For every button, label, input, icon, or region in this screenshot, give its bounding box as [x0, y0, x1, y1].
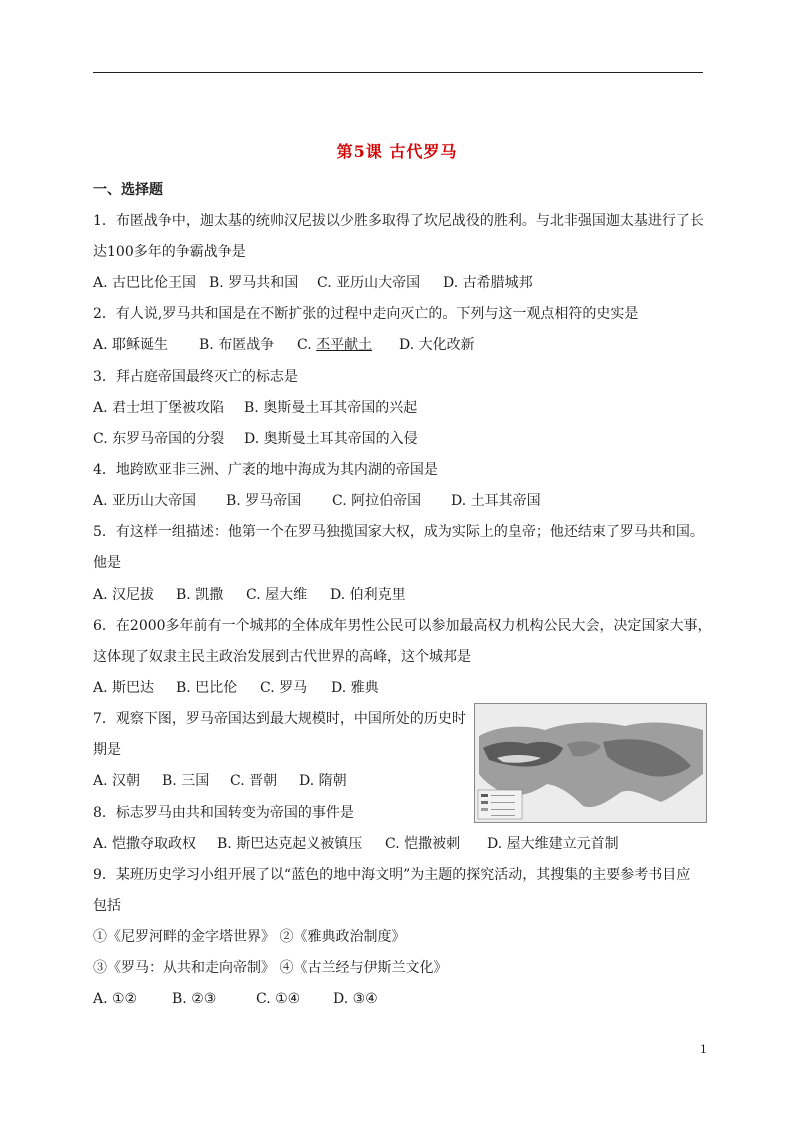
- q9-option-a: A. ①②: [93, 991, 138, 1007]
- q4-options: [93, 491, 541, 511]
- q4-option-a: A. 亚历山大帝国: [93, 493, 197, 509]
- q4-stem: 4．地跨欧亚非三洲、广袤的地中海成为其内湖的帝国是: [93, 462, 438, 478]
- q1-stem-line1: 1．布匿战争中，迦太基的统帅汉尼拔以少胜多取得了坎尼战役的胜利。与北非强国迦太基进行了长: [93, 213, 704, 229]
- map-legend-swatch-3: [481, 808, 488, 811]
- q9-stem-line2: 包括: [93, 898, 121, 914]
- roman-empire-map-figure: [474, 703, 707, 823]
- q8-option-d: D. 屋大维建立元首制: [487, 836, 619, 852]
- q8-option-c: C. 恺撒被刺: [385, 836, 461, 852]
- q8-options: [93, 834, 619, 854]
- q5-stem-line1: 5．有这样一组描述：他第一个在罗马独揽国家大权，成为实际上的皇帝；他还结束了罗马共和国。: [93, 524, 704, 540]
- q1-option-b: B. 罗马共和国: [209, 275, 299, 291]
- q6-options: [93, 678, 379, 698]
- q9-option-d: D. ③④: [333, 991, 378, 1007]
- q6-option-c: C. 罗马: [260, 680, 308, 696]
- q7-option-b: B. 三国: [162, 773, 210, 789]
- map-illustration: [475, 704, 706, 822]
- q9-stem-line1: 9．某班历史学习小组开展了以“蓝色的地中海文明”为主题的探究活动，其搜集的主要参考书目应: [93, 867, 691, 883]
- q9-books-line2: ③《罗马：从共和走向帝制》 ④《古兰经与伊斯兰文化》: [93, 960, 448, 976]
- q8-option-a: A. 恺撒夺取政权: [93, 836, 197, 852]
- q3-option-b: B. 奥斯曼土耳其帝国的兴起: [244, 400, 418, 416]
- q3-stem: 3．拜占庭帝国最终灭亡的标志是: [93, 369, 298, 385]
- q1-option-c: C. 亚历山大帝国: [317, 275, 421, 291]
- q6-option-d: D. 雅典: [331, 680, 379, 696]
- q3-options-row1: [93, 398, 417, 418]
- q9-option-c: C. ①④: [256, 991, 301, 1007]
- q5-option-d: D. 伯利克里: [330, 587, 406, 603]
- q1-options: [93, 273, 533, 293]
- q5-option-c: C. 屋大维: [246, 587, 308, 603]
- q3-option-c: C. 东罗马帝国的分裂: [93, 431, 225, 447]
- q5-stem-line2: 他是: [93, 555, 121, 571]
- q2-option-c-prefix: C.: [297, 337, 317, 353]
- q6-stem-line1: 6．在2000多年前有一个城邦的全体成年男性公民可以参加最高权力机构公民大会，决定国家大事，: [93, 618, 712, 634]
- section-heading: 一、选择题: [93, 182, 163, 198]
- q2-option-c-text: 丕平献土: [316, 337, 373, 353]
- q1-option-a: A. 古巴比伦王国: [93, 275, 197, 291]
- q2-option-a: A. 耶稣诞生: [93, 337, 169, 353]
- header-rule: [93, 72, 703, 73]
- q2-stem: 2．有人说,罗马共和国是在不断扩张的过程中走向灭亡的。下列与这一观点相符的史实是: [93, 306, 639, 322]
- map-legend-swatch-2: [481, 801, 488, 804]
- q7-option-a: A. 汉朝: [93, 773, 141, 789]
- q3-options-row2: [93, 429, 418, 449]
- q3-option-d: D. 奥斯曼土耳其帝国的入侵: [244, 431, 418, 447]
- q5-option-b: B. 凯撒: [176, 587, 224, 603]
- q4-option-c: C. 阿拉伯帝国: [332, 493, 422, 509]
- q4-option-d: D. 土耳其帝国: [451, 493, 541, 509]
- q1-option-d: D. 古希腊城邦: [443, 275, 533, 291]
- q7-options: [93, 771, 347, 791]
- q6-option-a: A. 斯巴达: [93, 680, 155, 696]
- q9-options: [93, 989, 378, 1009]
- q5-options: [93, 585, 406, 605]
- q2-option-d: D. 大化改新: [399, 337, 475, 353]
- q6-stem-line2: 这体现了奴隶主民主政治发展到古代世界的高峰，这个城邦是: [93, 649, 471, 665]
- q3-option-a: A. 君士坦丁堡被攻陷: [93, 400, 225, 416]
- q2-options: [93, 335, 475, 355]
- q7-option-d: D. 隋朝: [299, 773, 347, 789]
- q9-books-line1: ①《尼罗河畔的金字塔世界》 ②《雅典政治制度》: [93, 929, 406, 945]
- q7-stem-line1: 7．观察下图，罗马帝国达到最大规模时，中国所处的历史时: [93, 711, 466, 727]
- q4-option-b: B. 罗马帝国: [226, 493, 302, 509]
- q2-option-c: [297, 335, 399, 355]
- q8-option-b: B. 斯巴达克起义被镇压: [217, 836, 363, 852]
- page-title: 第5课 古代罗马: [336, 142, 458, 161]
- q7-option-c: C. 晋朝: [230, 773, 278, 789]
- q2-option-b: B. 布匿战争: [199, 337, 275, 353]
- q5-option-a: A. 汉尼拔: [93, 587, 155, 603]
- q8-stem: 8．标志罗马由共和国转变为帝国的事件是: [93, 805, 354, 821]
- page-number: 1: [700, 1043, 707, 1056]
- map-legend-swatch-1: [481, 794, 488, 797]
- q1-stem-line2: 达100多年的争霸战争是: [93, 244, 246, 260]
- q9-option-b: B. ②③: [172, 991, 217, 1007]
- q7-stem-line2: 期是: [93, 742, 121, 758]
- q6-option-b: B. 巴比伦: [176, 680, 238, 696]
